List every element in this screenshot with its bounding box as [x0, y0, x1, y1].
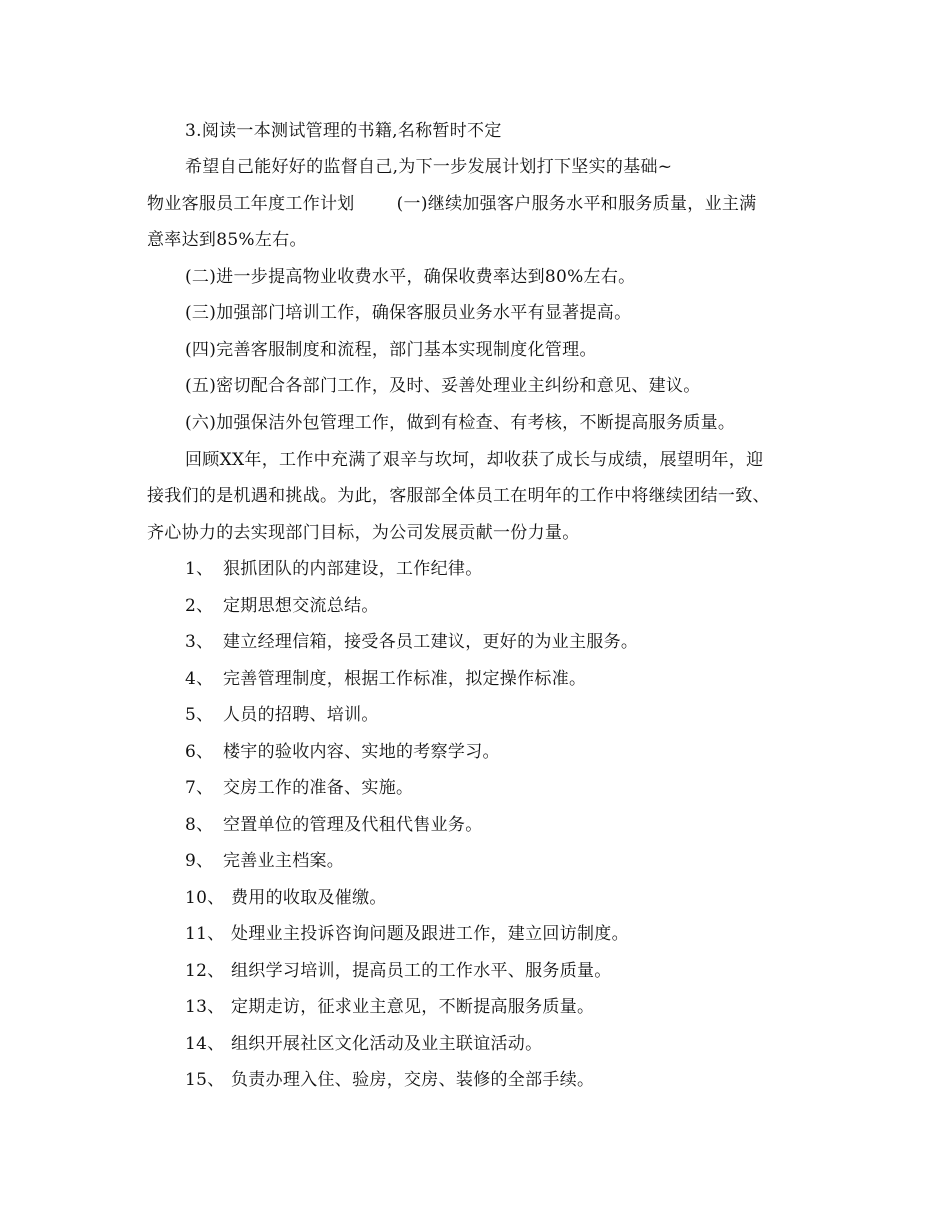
list-item: 2、 定期思想交流总结。: [185, 596, 379, 616]
review-line-2: 接我们的是机遇和挑战。为此，客服部全体员工在明年的工作中将继续团结一致、: [147, 486, 770, 506]
document-title: 物业客服员工年度工作计划: [147, 194, 355, 214]
list-item: 3、 建立经理信箱，接受各员工建议，更好的为业主服务。: [185, 632, 639, 652]
list-item: 6、 楼宇的验收内容、实地的考察学习。: [185, 742, 500, 762]
goal-1-part-b: 意率达到85%左右。: [147, 230, 307, 250]
review-line-3: 齐心协力的去实现部门目标，为公司发展贡献一份力量。: [147, 523, 580, 543]
paragraph-reading: 3.阅读一本测试管理的书籍,名称暂时不定: [185, 121, 502, 141]
goal-3: (三)加强部门培训工作，确保客服员业务水平有显著提高。: [185, 303, 632, 323]
list-item: 10、 费用的收取及催缴。: [185, 888, 387, 908]
goal-4: (四)完善客服制度和流程，部门基本实现制度化管理。: [185, 340, 597, 360]
list-item: 11、 处理业主投诉咨询问题及跟进工作，建立回访制度。: [185, 924, 629, 944]
list-item: 15、 负责办理入住、验房，交房、装修的全部手续。: [185, 1070, 595, 1090]
list-item: 7、 交房工作的准备、实施。: [185, 778, 414, 798]
list-item: 12、 组织学习培训，提高员工的工作水平、服务质量。: [185, 961, 612, 981]
list-item: 9、 完善业主档案。: [185, 851, 345, 871]
paragraph-hope: 希望自己能好好的监督自己,为下一步发展计划打下坚实的基础~: [185, 157, 673, 177]
list-item: 1、 狠抓团队的内部建设，工作纪律。: [185, 559, 483, 579]
list-item: 8、 空置单位的管理及代租代售业务。: [185, 815, 483, 835]
goal-1-part-a: (一)继续加强客户服务水平和服务质量，业主满: [396, 194, 757, 214]
goal-6: (六)加强保洁外包管理工作，做到有检查、有考核，不断提高服务质量。: [185, 413, 736, 433]
review-line-1: 回顾XX年，工作中充满了艰辛与坎坷，却收获了成长与成绩，展望明年，迎: [185, 450, 764, 470]
goal-line-1: [147, 193, 756, 215]
list-item: 4、 完善管理制度，根据工作标准，拟定操作标准。: [185, 669, 587, 689]
goal-2: (二)进一步提高物业收费水平，确保收费率达到80%左右。: [185, 267, 636, 287]
list-item: 13、 定期走访，征求业主意见，不断提高服务质量。: [185, 997, 595, 1017]
list-item: 5、 人员的招聘、培训。: [185, 705, 379, 725]
goal-5: (五)密切配合各部门工作，及时、妥善处理业主纠纷和意见、建议。: [185, 376, 701, 396]
list-item: 14、 组织开展社区文化活动及业主联谊活动。: [185, 1034, 543, 1054]
